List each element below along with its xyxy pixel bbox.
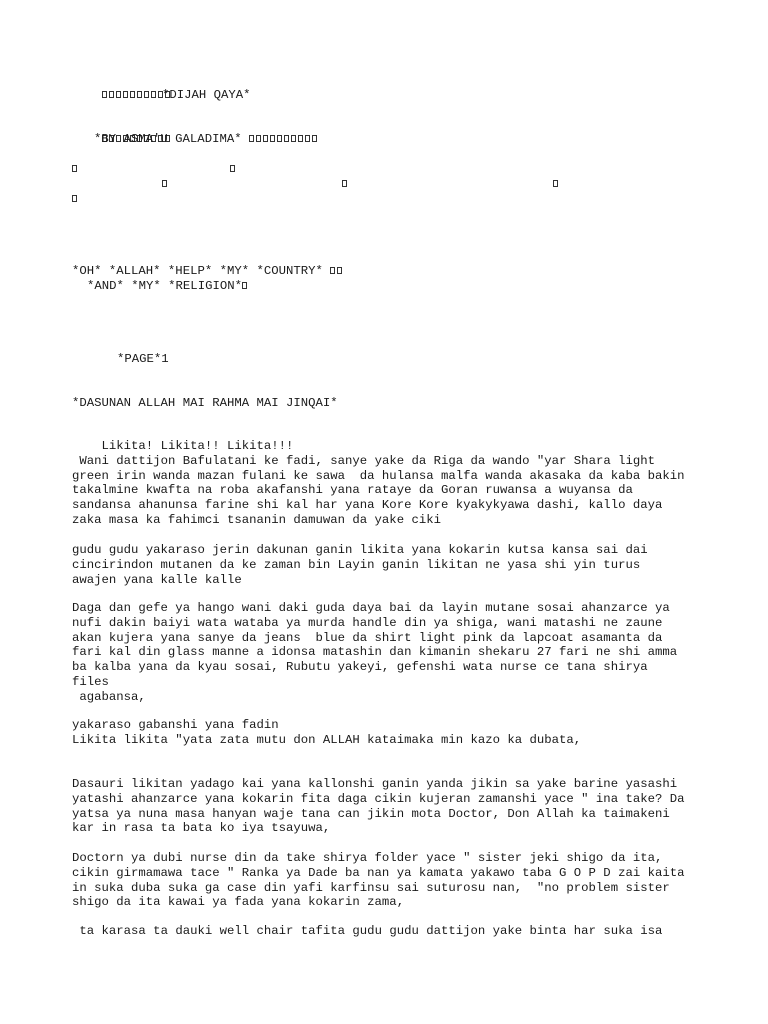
paragraph: yakaraso gabanshi yana fadin Likita likita "yata zata mutu don ALLAH kataimaka min kazo ka dubata, [72,718,582,747]
glyph [342,177,349,192]
paragraph: Daga dan gefe ya hango wani daki guda daya bai da layin mutane sosai ahanzarce ya nufi dakin baiyi wata wataba ya murda handle din ya shiga, wani matashi ne zaune akan kujera yana sanye da jeans blue da shirt light pink da lapcoat asamanta da fari kal din glass manne a idonsa matashin dan kimanin shekaru 27 fari ne shi amma ba kalba yana da kyau sosai, Rubutu yakeyi, gefenshi wata nurse ce tana shirya files agabansa, [72,601,678,704]
glyph [72,192,79,207]
chapter-heading: *DASUNAN ALLAH MAI RAHMA MAI JINQAI* [72,396,338,410]
document-title: *DIJAH QAYA* [162,88,251,102]
glyph [162,177,169,192]
prayer-text: *OH* *ALLAH* *HELP* *MY* *COUNTRY* [72,264,323,278]
paragraph: Dasauri likitan yadago kai yana kallonshi ganin yanda jikin sa yake barine yasashi yatashi ahanzarce yana kokarin fita daga cikin kujeran zamanshi yace " ina take? Da yatsa ya nuna masa hanyan waje tana can jikin mota Doctor, Don Allah ka taimakeni kar in rasa ta bata ko iya tsayuwa, [72,777,685,836]
paragraph: gudu gudu yakaraso jerin dakunan ganin likita yana kokarin kutsa kansa sai dai cincirindon mutanen da ke zaman bin Layin ganin likitan ne yasa shi yin turus awajen yana kalle kalle [72,543,648,587]
glyph-row [249,132,319,147]
decorative-glyphs [72,73,172,117]
prayer-text: *AND* *MY* *RELIGION* [87,279,242,293]
prayer-line-2 [87,279,249,294]
glyph [230,162,237,177]
paragraph: Likita! Likita!! Likita!!! Wani dattijon Bafulatani ke fadi, sanye yake da Riga da wando "yar Shara light green irin wanda mazan fulani ke sawa da hulansa malfa wanda akasaka da kaba bakin takalmine kwafta na roba akafanshi yana rataye da Goran ruwansa a wuyansa da sandansa ahanunsa farine shi kal har yana Kore Kore kyakykyawa dashi, kallo daya zaka masa ka fahimci tsananin damuwan da yake ciki [72,439,685,527]
paragraph: Doctorn ya dubi nurse din da take shirya folder yace " sister jeki shigo da ita, cikin girmamawa tace " Ranka ya Dade ba nan ya kamata yakawo taba G O P D zai kaita in suka duba suka ga case din yafi karfinsu sai suturosu nan, "no problem sister shigo da ita kawai ya fada yana kokarin zama, [72,851,685,910]
paragraph: ta karasa ta dauki well chair tafita gudu gudu dattijon yake binta har suka isa [72,924,663,938]
glyph [72,162,79,177]
glyph [553,177,560,192]
page-label: *PAGE*1 [117,352,169,366]
author: *BY ASMA'U GALADIMA* [94,132,242,146]
prayer-line-1 [72,264,344,279]
author-line [94,132,319,147]
